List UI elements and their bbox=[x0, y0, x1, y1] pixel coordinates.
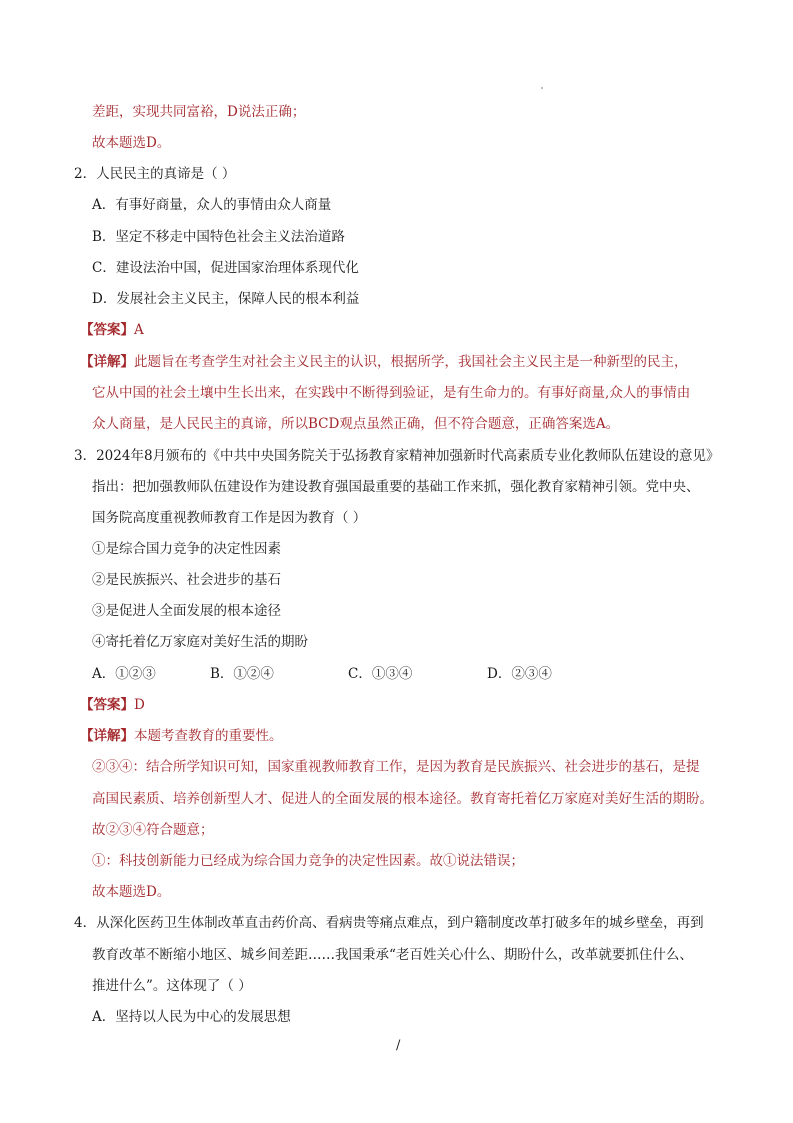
q4-stem-line-1: 4．从深化医药卫生体制改革直击药价高、看病贵等痛点难点，到户籍制度改革打破多年的城乡壁垒，再到 bbox=[74, 915, 704, 931]
q3-choice-a: A．①②③ bbox=[92, 666, 156, 682]
q2-option-b: B．坚定不移走中国特色社会主义法治道路 bbox=[92, 229, 345, 245]
q3-conclusion: 故本题选D。 bbox=[92, 884, 171, 900]
q4-stem-line-3: 推进什么”。这体现了（ ） bbox=[92, 978, 252, 994]
detail-text: 此题旨在考查学生对社会主义民主的认识，根据所学，我国社会主义民主是一种新型的民主， bbox=[134, 354, 688, 370]
q3-item-3: ③是促进人全面发展的根本途径 bbox=[92, 603, 281, 619]
q3-item-1: ①是综合国力竞争的决定性因素 bbox=[92, 541, 281, 557]
answer-tag: 【答案】 bbox=[80, 697, 134, 713]
q2-option-a: A．有事好商量，众人的事情由众人商量 bbox=[92, 197, 332, 213]
q3-stem-line-2: 指出：把加强教师队伍建设作为建设教育强国最重要的基础工作来抓，强化教育家精神引领。党中央、 bbox=[92, 479, 700, 495]
q4-option-a: A．坚持以人民为中心的发展思想 bbox=[92, 1009, 291, 1025]
q2-answer bbox=[80, 321, 144, 339]
answer-value: D bbox=[134, 697, 145, 713]
q2-detail-line-2: 它从中国的社会土壤中生长出来，在实践中不断得到验证，是有生命力的。有事好商量,众人的事情由 bbox=[92, 385, 691, 401]
q3-detail-line-4: 故②③④符合题意； bbox=[92, 822, 214, 838]
q3-item-4: ④寄托着亿万家庭对美好生活的期盼 bbox=[92, 634, 308, 650]
q3-detail-line-2: ②③④：结合所学知识可知，国家重视教师教育工作，是因为教育是民族振兴、社会进步的基石，是提 bbox=[92, 759, 700, 775]
answer-tag: 【答案】 bbox=[80, 322, 134, 338]
q2-detail-line-3: 众人商量，是人民民主的真谛，所以BCD观点虽然正确，但不符合题意，正确答案选A。 bbox=[92, 416, 620, 432]
q3-item-2: ②是民族振兴、社会进步的基石 bbox=[92, 572, 281, 588]
prev-conclusion: 故本题选D。 bbox=[92, 135, 171, 151]
q2-option-c: C．建设法治中国，促进国家治理体系现代化 bbox=[92, 260, 359, 276]
detail-tag: 【详解】 bbox=[80, 728, 134, 744]
answer-value: A bbox=[134, 322, 144, 338]
q4-stem-line-2: 教育改革不断缩小地区、城乡间差距……我国秉承“老百姓关心什么、期盼什么，改革就要抓住什么、 bbox=[92, 947, 693, 963]
q3-choice-c: C．①③④ bbox=[348, 666, 413, 682]
q3-stem-line-1: 3．2024年8月颁布的《中共中央国务院关于弘扬教育家精神加强新时代高素质专业化教师队伍建设的意见》 bbox=[74, 448, 720, 464]
q3-choice-d: D．②③④ bbox=[487, 666, 552, 682]
scan-speck bbox=[541, 87, 543, 89]
q3-answer bbox=[80, 696, 145, 714]
q2-detail-line-1 bbox=[80, 353, 688, 371]
page-marker: / bbox=[396, 1038, 401, 1053]
q3-choice-b: B．①②④ bbox=[210, 666, 274, 682]
q3-detail-line-5: ①：科技创新能力已经成为综合国力竞争的决定性因素。故①说法错误； bbox=[92, 853, 524, 869]
q3-detail-line-1 bbox=[80, 727, 283, 745]
prev-explanation-line: 差距，实现共同富裕，D说法正确； bbox=[92, 104, 306, 120]
q3-stem-line-3: 国务院高度重视教师教育工作是因为教育（ ） bbox=[92, 510, 367, 526]
detail-text: 本题考查教育的重要性。 bbox=[134, 728, 283, 744]
q2-option-d: D．发展社会主义民主，保障人民的根本利益 bbox=[92, 291, 360, 307]
detail-tag: 【详解】 bbox=[80, 354, 134, 370]
q3-detail-line-3: 高国民素质、培养创新型人才、促进人的全面发展的根本途径。教育寄托着亿万家庭对美好生活的期盼。 bbox=[92, 791, 713, 807]
q2-stem: 2．人民民主的真谛是（ ） bbox=[74, 166, 236, 182]
